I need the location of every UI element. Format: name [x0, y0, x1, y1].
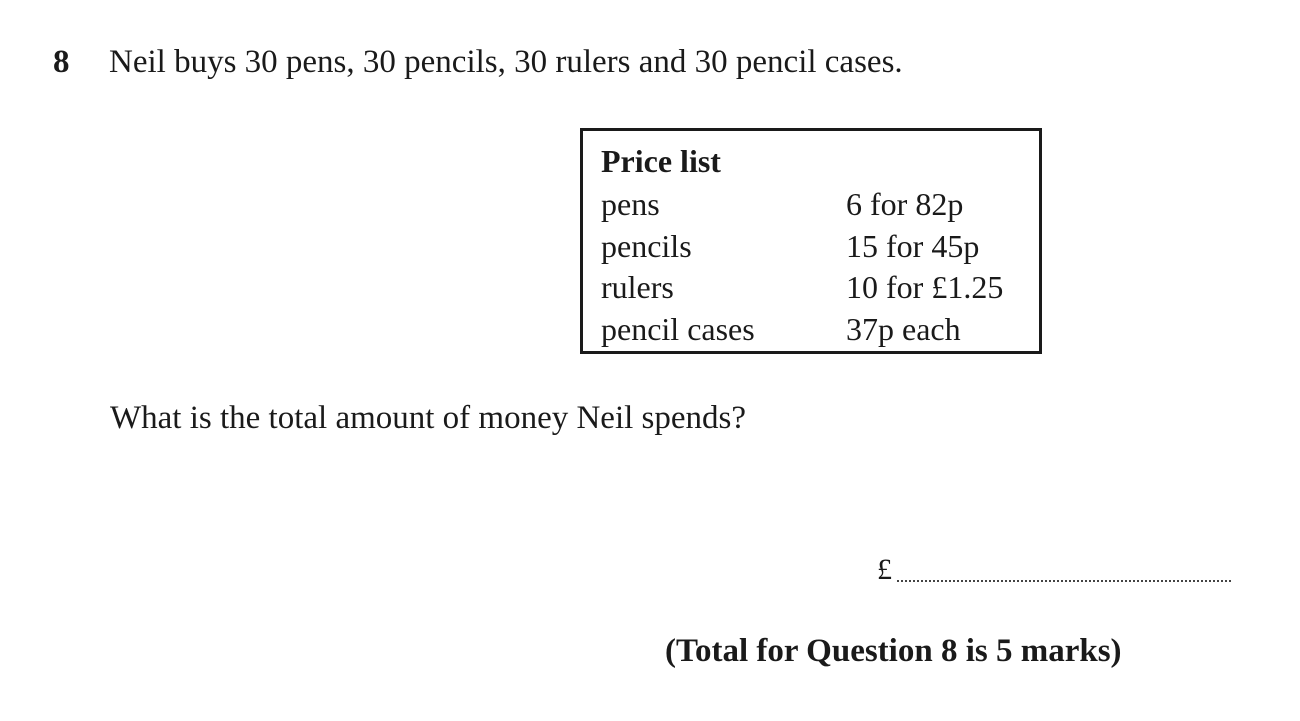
question-stem: Neil buys 30 pens, 30 pencils, 30 rulers and 30 pencil cases.: [109, 44, 903, 80]
price-row-pens: [601, 183, 1031, 225]
price-list-box: [580, 128, 1042, 354]
price-item-value: 37p each: [846, 311, 961, 347]
price-item-value: 10 for £1.25: [846, 269, 1004, 305]
answer-dotted-line[interactable]: [897, 580, 1231, 582]
total-marks: (Total for Question 8 is 5 marks): [665, 633, 1122, 669]
price-item-label: pencil cases: [601, 311, 755, 347]
price-row-pencils: [601, 225, 1031, 267]
question-ask: What is the total amount of money Neil spends?: [110, 400, 747, 436]
price-row-rulers: [601, 266, 1031, 308]
price-row-pencil-cases: [601, 308, 1031, 350]
currency-symbol: £: [877, 553, 892, 586]
price-item-value: 6 for 82p: [846, 186, 964, 222]
price-item-label: pens: [601, 186, 660, 222]
question-number: 8: [53, 44, 70, 80]
price-list-title: Price list: [601, 143, 721, 179]
price-item-label: pencils: [601, 228, 692, 264]
price-item-value: 15 for 45p: [846, 228, 980, 264]
price-item-label: rulers: [601, 269, 674, 305]
answer-field[interactable]: [877, 552, 1233, 588]
